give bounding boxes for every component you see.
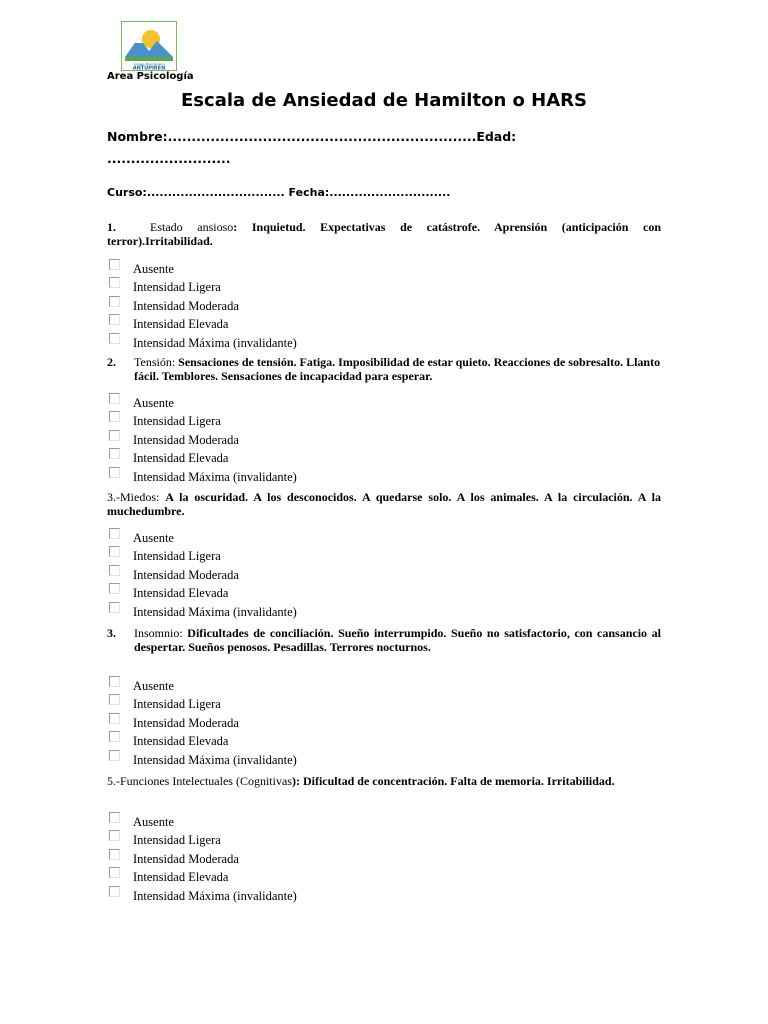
- question-name: Estado ansioso: [150, 220, 234, 234]
- checkbox[interactable]: [109, 546, 120, 557]
- question-3-miedos: [107, 490, 661, 518]
- question-name: Tensión:: [134, 355, 179, 369]
- checkbox[interactable]: [109, 694, 120, 705]
- question-number: 3.: [107, 626, 116, 640]
- question-name: 5.-Funciones Intelectuales (Cognitivas: [107, 774, 292, 788]
- question-5-funciones: [107, 774, 661, 788]
- question-insomnio: [107, 626, 661, 654]
- checkbox[interactable]: [109, 867, 120, 878]
- checkbox[interactable]: [109, 602, 120, 613]
- checkbox[interactable]: [109, 448, 120, 459]
- question-name: 3.-Miedos:: [107, 490, 166, 504]
- question-name: Insomnio:: [134, 626, 188, 640]
- checkbox[interactable]: [109, 411, 120, 422]
- question-description: : Inquietud. Expectativas de catástrofe. Aprensión (anticipación con terror).Irritabilidad.: [107, 220, 661, 248]
- question-description: A la oscuridad. A los desconocidos. A quedarse solo. A los animales. A la circulación. A la muchedumbre.: [107, 490, 661, 518]
- svg-text:ANTUPIREN: ANTUPIREN: [132, 65, 166, 71]
- page-title: Escala de Ansiedad de Hamilton o HARS: [181, 90, 587, 111]
- checkbox[interactable]: [109, 430, 120, 441]
- svg-text:Colegio Bicentenario: Colegio Bicentenario: [133, 62, 165, 66]
- area-label: Area Psicología: [107, 71, 194, 82]
- age-dots-line: ..........................: [107, 151, 231, 166]
- checkbox[interactable]: [109, 583, 120, 594]
- checkbox[interactable]: [109, 886, 120, 897]
- checkbox[interactable]: [109, 812, 120, 823]
- checkbox[interactable]: [109, 528, 120, 539]
- checkbox[interactable]: [109, 467, 120, 478]
- checkbox[interactable]: [109, 296, 120, 307]
- question-description: Dificultades de conciliación. Sueño interrumpido. Sueño no satisfactorio, con cansancio al despertar. Sueños penosos. Pesadillas. Terrores nocturnos.: [134, 626, 661, 654]
- question-description: ): Dificultad de concentración. Falta de memoria. Irritabilidad.: [291, 774, 615, 788]
- checkbox[interactable]: [109, 750, 120, 761]
- school-logo: [121, 21, 177, 71]
- checkbox[interactable]: [109, 830, 120, 841]
- checkbox[interactable]: [109, 713, 120, 724]
- question-description: Sensaciones de tensión. Fatiga. Imposibilidad de estar quieto. Reacciones de sobresalto. Llanto fácil. Temblores. Sensaciones de incapacidad para esperar.: [134, 355, 661, 383]
- checkbox[interactable]: [109, 277, 120, 288]
- question-1: [107, 220, 661, 248]
- checkbox[interactable]: [109, 259, 120, 270]
- checkbox[interactable]: [109, 314, 120, 325]
- checkbox[interactable]: [109, 565, 120, 576]
- question-2: [107, 355, 661, 383]
- question-number: 2.: [107, 355, 116, 369]
- course-date-line: Curso:................................. Fecha:.............................: [107, 186, 451, 199]
- checkbox[interactable]: [109, 393, 120, 404]
- checkbox[interactable]: [109, 676, 120, 687]
- checkbox[interactable]: [109, 731, 120, 742]
- checkbox[interactable]: [109, 333, 120, 344]
- name-age-line: Nombre:.................................................................Edad:: [107, 129, 517, 144]
- question-number: 1.: [107, 220, 116, 234]
- checkbox[interactable]: [109, 849, 120, 860]
